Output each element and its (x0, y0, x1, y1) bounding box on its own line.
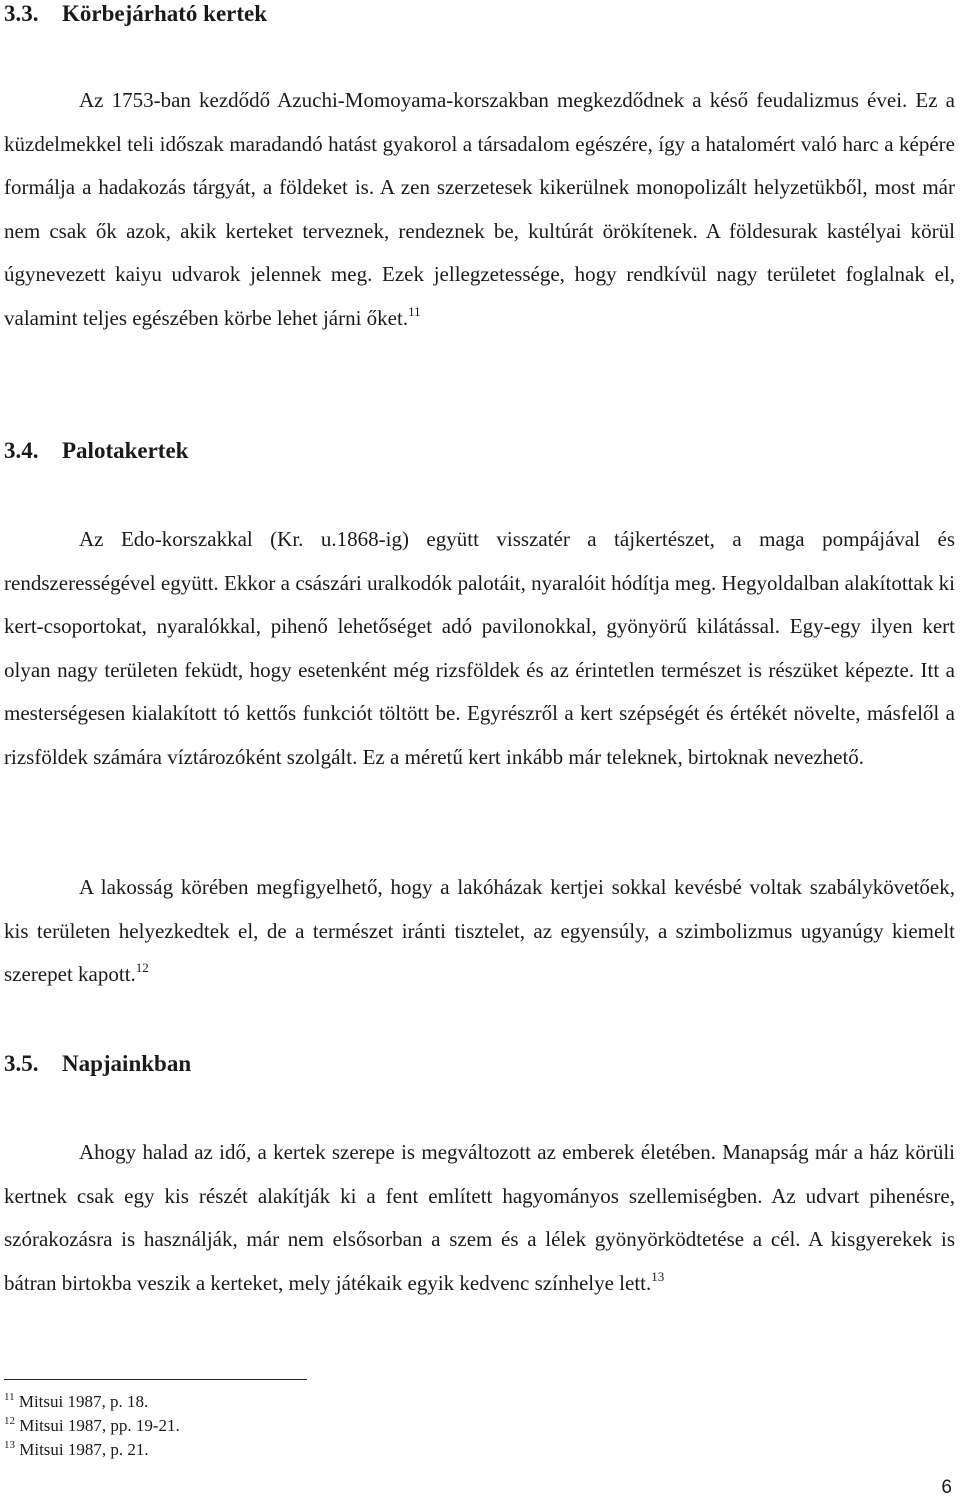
paragraph-text: Az Edo-korszakkal (Kr. u.1868-ig) együtt visszatér a tájkertészet, a maga pompájával és rendszerességével együtt. Ekkor a császári uralkodók palotáit, nyaralóit hódítja meg. Hegyoldalban alakítottak ki kert-csoportokat, nyaralókkal, pihenő lehetőséget adó pavilonokkal, gyönyörű kilátással. Egy-egy ilyen kert olyan nagy területen feküdt, hogy esetenként még rizsföldek és az érintetlen természet is részüket képezte. Itt a mesterségesen kialakított tó kettős funkciót töltött be. Egyrészről a kert szépségét és értékét növelte, másfelől a rizsföldek számára víztározóként szolgált. Ez a méretű kert inkább már teleknek, birtoknak nevezhető. (4, 527, 955, 769)
paragraph (4, 866, 955, 997)
section-title: Napjainkban (62, 1051, 192, 1076)
footnote (4, 1414, 180, 1438)
footnote-number: 13 (4, 1439, 15, 1451)
footnote-text: Mitsui 1987, p. 18. (18, 1392, 149, 1411)
footnote-number: 11 (4, 1391, 15, 1403)
footnote-separator (4, 1379, 307, 1380)
section-number: 3.5. (4, 1051, 39, 1076)
section-number: 3.4. (4, 438, 39, 463)
footnote-ref: 13 (651, 1268, 665, 1284)
section-number: 3.3. (4, 1, 39, 26)
paragraph (4, 79, 955, 341)
section-heading-3-3 (4, 0, 267, 28)
footnote (4, 1438, 180, 1462)
paragraph-text: Az 1753-ban kezdődő Azuchi-Momoyama-korszakban megkezdődnek a késő feudalizmus évei. Ez a küzdelmekkel teli időszak maradandó hatást gyakorol a társadalom egészére, így a hatalomért való harc a képére formálja a hadakozás tárgyát, a földeket is. A zen szerzetesek kikerülnek monopolizált helyzetükből, most már nem csak ők azok, akik kerteket terveznek, rendeznek be, kultúrát örökítenek. A földesurak kastélyai körül úgynevezett kaiyu udvarok jelennek meg. Ezek jellegzetessége, hogy rendkívül nagy területet foglalnak el, valamint teljes egészében körbe lehet járni őket. (4, 88, 955, 330)
paragraph-text: Ahogy halad az idő, a kertek szerepe is megváltozott az emberek életében. Manapság már a ház körüli kertnek csak egy kis részét alakítják ki a fent említett hagyományos szellemiségben. Az udvart pihenésre, szórakozásra is használják, már nem elsősorban a szem és a lélek gyönyörködtetése a cél. A kisgyerekek is bátran birtokba veszik a kerteket, mely játékaik egyik kedvenc színhelye lett. (4, 1140, 955, 1295)
paragraph (4, 518, 955, 780)
section-title: Palotakertek (62, 438, 189, 463)
footnote-list (4, 1390, 180, 1462)
footnote-number: 12 (4, 1415, 15, 1427)
footnote-ref: 11 (408, 303, 421, 319)
footnote (4, 1390, 180, 1414)
footnote-text: Mitsui 1987, p. 21. (19, 1440, 149, 1459)
section-heading-3-4 (4, 437, 188, 465)
section-title: Körbejárható kertek (62, 1, 268, 26)
paragraph-text: A lakosság körében megfigyelhető, hogy a lakóházak kertjei sokkal kevésbé voltak szabálykövetőek, kis területen helyezkedtek el, de a természet iránti tisztelet, az egyensúly, a szimbolizmus ugyanúgy kiemelt szerepet kapott. (4, 875, 955, 987)
page-number: 6 (941, 1477, 952, 1498)
footnote-ref: 12 (135, 960, 149, 976)
footnote-text: Mitsui 1987, pp. 19-21. (19, 1416, 180, 1435)
section-heading-3-5 (4, 1050, 191, 1078)
paragraph (4, 1131, 955, 1305)
